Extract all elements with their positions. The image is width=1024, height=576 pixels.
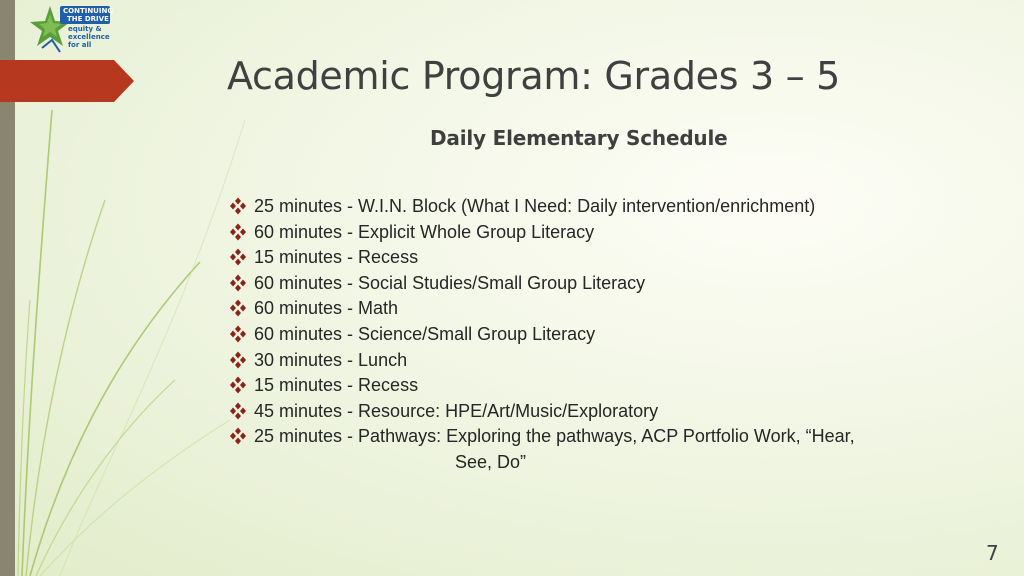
schedule-item-text: 15 minutes - Recess xyxy=(254,375,419,396)
diamond-cluster-icon xyxy=(229,402,247,420)
schedule-item xyxy=(227,220,967,246)
schedule-item-text: 30 minutes - Lunch xyxy=(254,349,408,370)
schedule-item xyxy=(227,194,967,220)
diamond-cluster-icon xyxy=(229,248,247,266)
slide-title: Academic Program: Grades 3 – 5 xyxy=(227,54,841,98)
logo-text-line1: CONTINUING xyxy=(63,7,114,15)
title-arrow-tab xyxy=(0,60,134,102)
diamond-cluster-icon xyxy=(229,299,247,317)
logo-text-line4: excellence xyxy=(68,33,110,41)
schedule-item-text: 25 minutes - W.I.N. Block (What I Need: Daily intervention/enrichment) xyxy=(254,196,816,216)
schedule-item-text: 15 minutes - Recess xyxy=(254,247,419,268)
schedule-item xyxy=(227,322,967,348)
logo-text-line3: equity & xyxy=(68,25,102,33)
diamond-cluster-icon xyxy=(229,351,247,369)
logo-text-line5: for all xyxy=(68,41,92,49)
schedule-item xyxy=(227,424,967,475)
schedule-item xyxy=(227,271,967,297)
schedule-item-text: 45 minutes - Resource: HPE/Art/Music/Exploratory xyxy=(254,400,659,421)
logo-text-line2: THE DRIVE xyxy=(67,15,109,23)
slide-subtitle: Daily Elementary Schedule xyxy=(430,126,728,150)
schedule-list xyxy=(227,194,967,475)
continuing-the-drive-logo xyxy=(30,4,116,54)
diamond-cluster-icon xyxy=(229,376,247,394)
schedule-item-text: 60 minutes - Science/Small Group Literacy xyxy=(254,323,596,344)
diamond-cluster-icon xyxy=(229,427,247,445)
schedule-item-continuation: See, Do” xyxy=(455,451,527,472)
schedule-item-text: 60 minutes - Explicit Whole Group Literacy xyxy=(254,221,595,242)
slide-page-number: 7 xyxy=(986,541,999,565)
diamond-cluster-icon xyxy=(229,197,247,215)
schedule-item xyxy=(227,348,967,374)
schedule-item xyxy=(227,399,967,425)
diamond-cluster-icon xyxy=(229,325,247,343)
diamond-cluster-icon xyxy=(229,223,247,241)
diamond-cluster-icon xyxy=(229,274,247,292)
schedule-item-text: 60 minutes - Social Studies/Small Group Literacy xyxy=(254,272,646,293)
schedule-item-text: 60 minutes - Math xyxy=(254,298,399,319)
schedule-item xyxy=(227,245,967,271)
schedule-item xyxy=(227,373,967,399)
schedule-item-text: 25 minutes - Pathways: Exploring the pathways, ACP Portfolio Work, “Hear, xyxy=(254,426,855,447)
schedule-item xyxy=(227,296,967,322)
